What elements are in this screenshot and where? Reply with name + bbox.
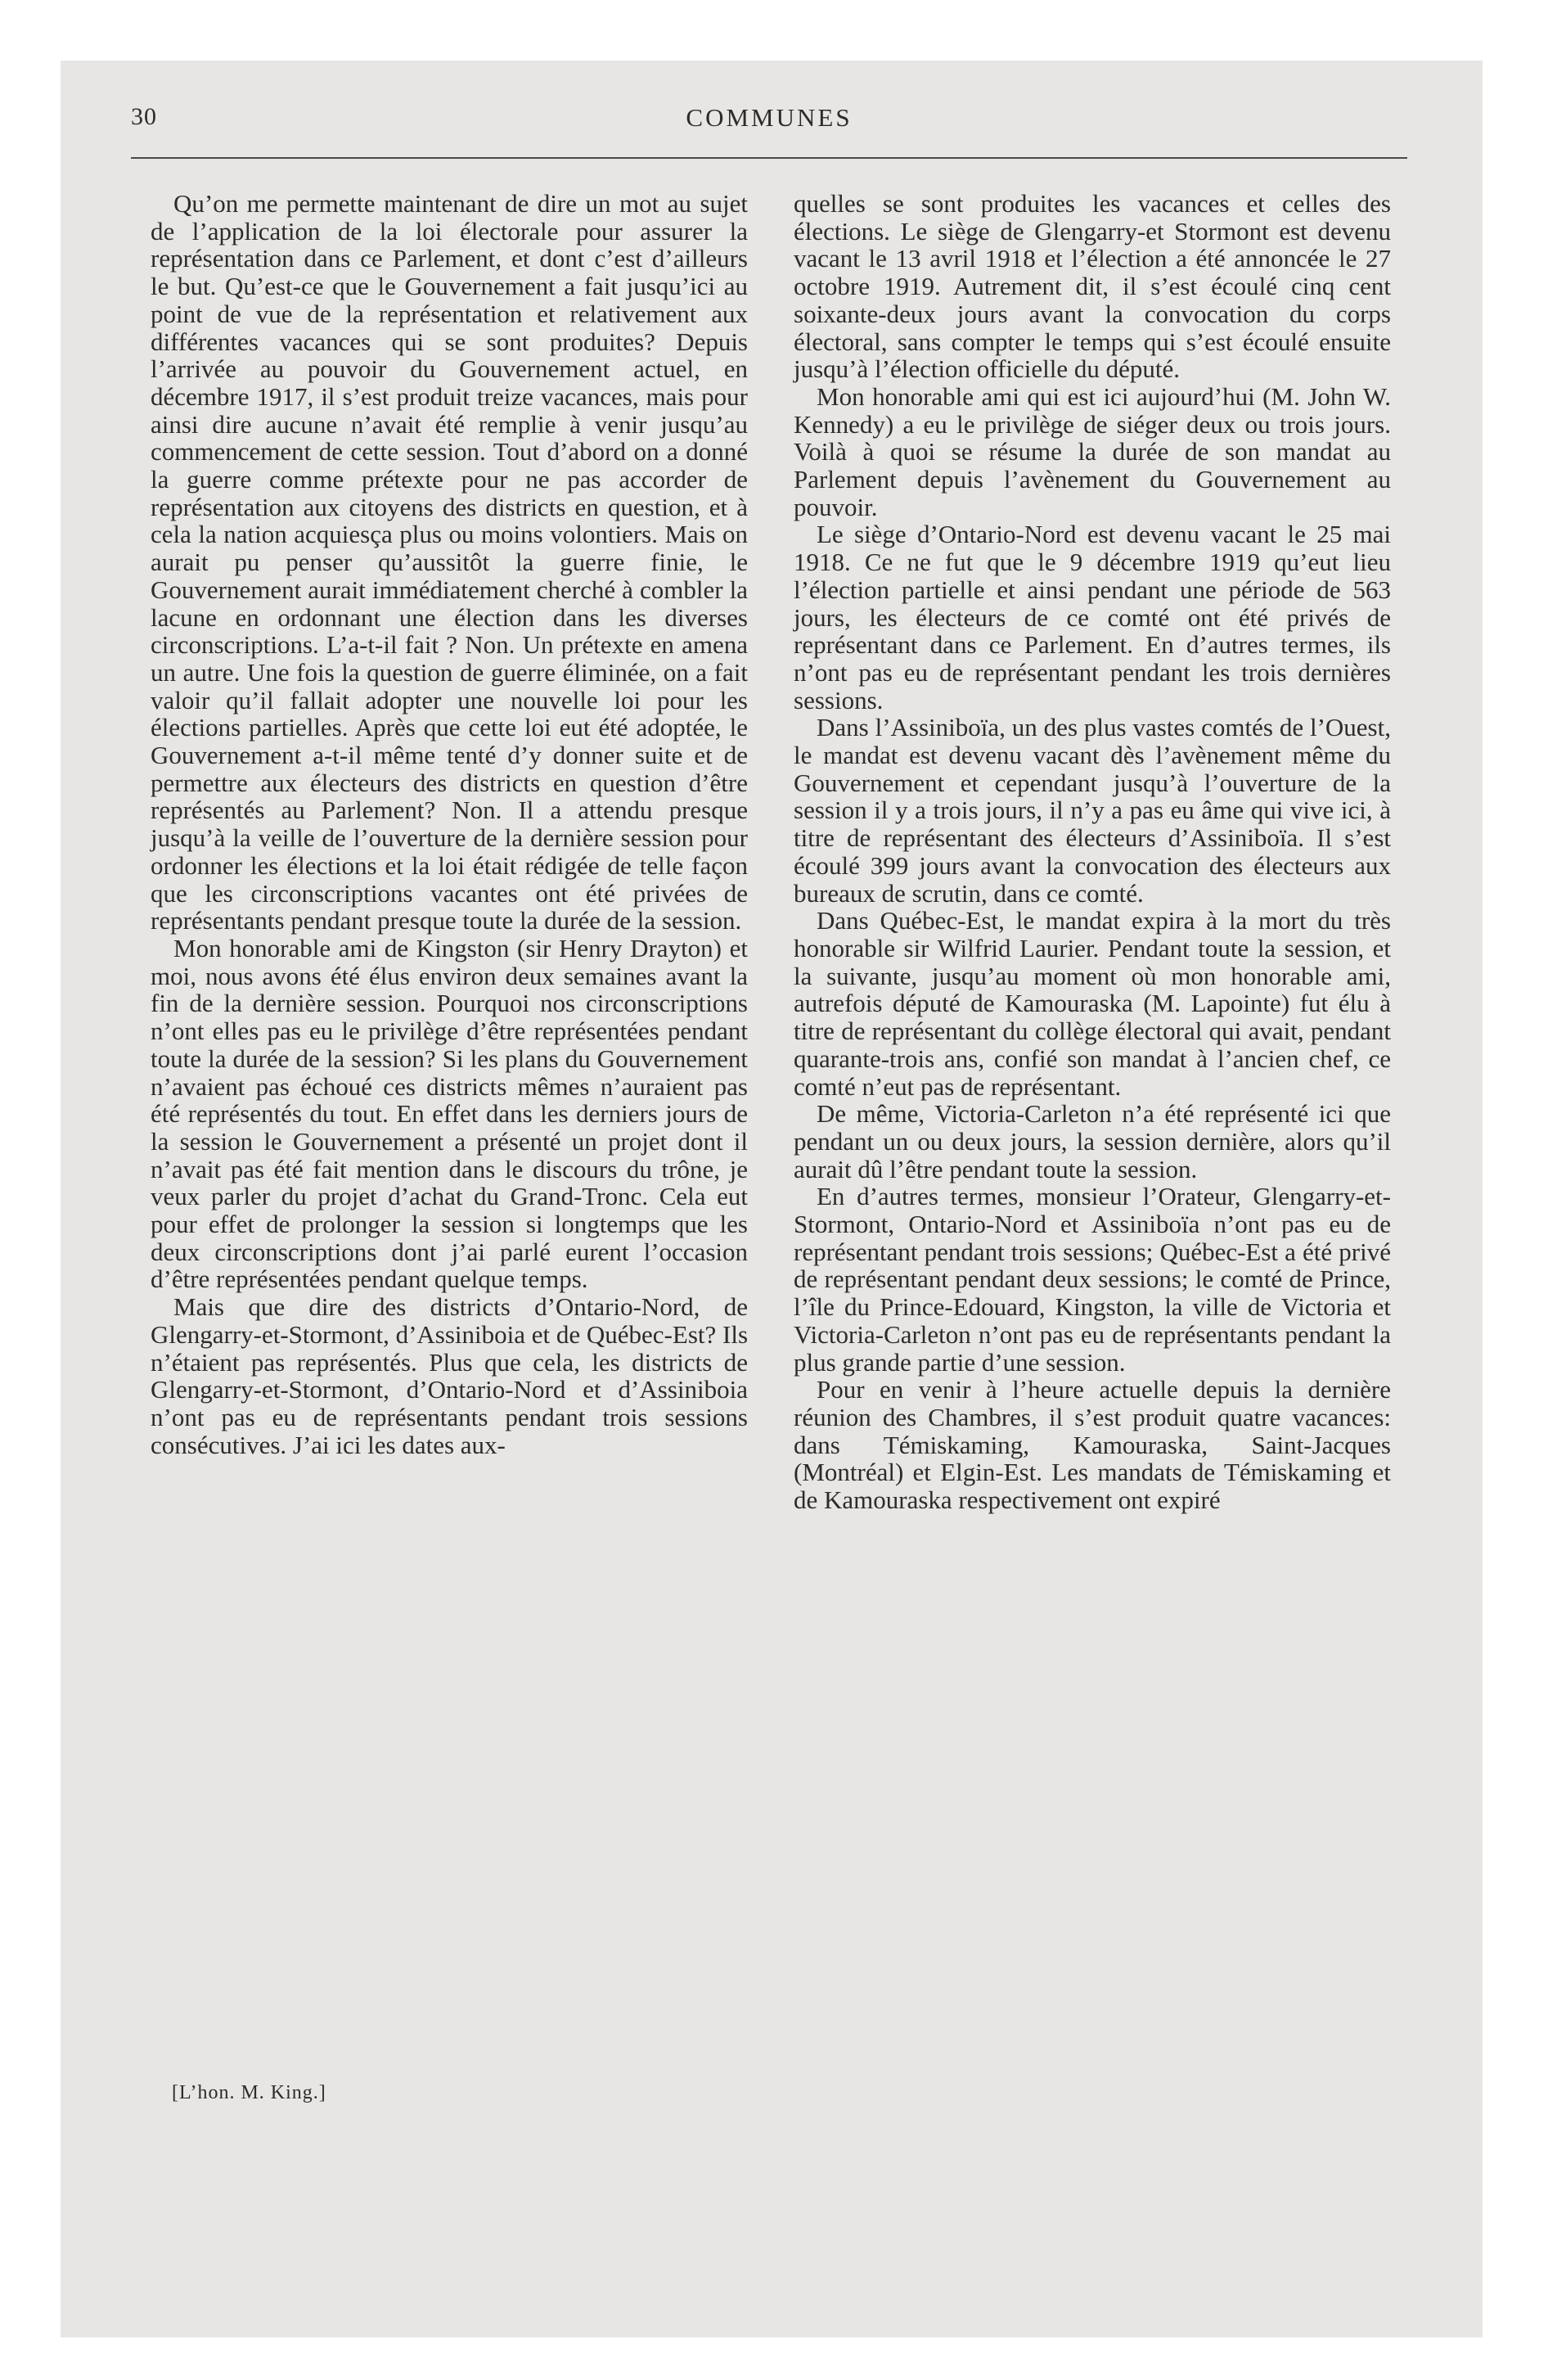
page-header	[131, 98, 1407, 147]
paragraph: Mon honorable ami de Kingston (sir Henry Drayton) et moi, nous avons été élus environ deux semaines avant la fin de la dernière session. Pourquoi nos circonscriptions n’ont elles pas eu le privilège d’être représentées pendant toute la durée de la session? Si les plans du Gouvernement n’avaient pas échoué ces districts mêmes n’auraient pas été représentés du tout. En effet dans les derniers jours de la session le Gouvernement a présenté un projet dont il n’avait pas été fait mention dans le discours du trône, je veux parler du projet d’achat du Grand-Tronc. Cela eut pour effet de prolonger la session si longtemps que les deux circonscriptions dont j’ai parlé eurent l’occasion d’être représentées pendant quelque temps.	[151, 933, 748, 1294]
paragraph: De même, Victoria-Carleton n’a été représenté ici que pendant un ou deux jours, la session dernière, alors qu’il aurait dû l’être pendant toute la session.	[794, 1099, 1391, 1183]
header-rule	[131, 157, 1407, 159]
document-page	[131, 98, 1407, 2308]
paragraph: En d’autres termes, monsieur l’Orateur, Glengarry-et-Stormont, Ontario-Nord et Assiniboïa n’ont pas eu de représentant pendant trois sessions; Québec-Est a été privé de représentant pendant deux sessions; le comté de Prince, l’île du Prince-Edouard, Kingston, la ville de Victoria et Victoria-Carleton n’ont pas eu de représentants pendant la plus grande partie d’une session.	[794, 1182, 1391, 1377]
paragraph: Qu’on me permette maintenant de dire un mot au sujet de l’application de la loi électorale pour assurer la représentation dans ce Parlement, et dont c’est d’ailleurs le but. Qu’est-ce que le Gouvernement a fait jusqu’ici au point de vue de la représentation et relativement aux différentes vacances qui se sont produites? Depuis l’arrivée au pouvoir du Gouvernement actuel, en décembre 1917, il s’est produit treize vacances, mais pour ainsi dire aucune n’avait été remplie à venir jusqu’au commencement de cette session. Tout d’abord on a donné la guerre comme prétexte pour ne pas accorder de représentation aux citoyens des districts en question, et à cela la nation acquiesça plus ou moins volontiers. Mais on aurait pu penser qu’aussitôt la guerre finie, le Gouvernement aurait immédiatement cherché à combler la lacune en ordonnant une élection dans les diverses circonscriptions. L’a-t-il fait ? Non. Un prétexte en amena un autre. Une fois la question de guerre éliminée, on a fait valoir qu’il fallait adopter une nouvelle loi pour les élections partielles. Après que cette loi eut été adoptée, le Gouvernement a-t-il même tenté d’y donner suite et de permettre aux électeurs des districts en question d’être représentés au Parlement? Non. Il a attendu presque jusqu’à la veille de l’ouverture de la dernière session pour ordonner les élections et la loi était rédigée de telle façon que les circonscriptions vacantes ont été privées de représentants pendant presque toute la durée de la session.	[151, 189, 748, 935]
paragraph: Dans Québec-Est, le mandat expira à la mort du très honorable sir Wilfrid Laurier. Pendant toute la session, et la suivante, jusqu’au moment où mon honorable ami, autrefois député de Kamouraska (M. Lapointe) fut élu à titre de représentant du collège électoral qui avait, pendant quarante-trois ans, confié son mandat à l’ancien chef, ce comté n’eut pas de représentant.	[794, 906, 1391, 1101]
speaker-reference: [L’hon. M. King.]	[172, 2082, 326, 2103]
left-column	[151, 190, 748, 1458]
right-column	[794, 190, 1391, 1514]
page-number: 30	[131, 103, 157, 130]
paragraph: Mon honorable ami qui est ici aujourd’hui (M. John W. Kennedy) a eu le privilège de siéger deux ou trois jours. Voilà à quoi se résume la durée de son mandat au Parlement depuis l’avènement du Gouvernement au pouvoir.	[794, 381, 1391, 521]
paragraph: quelles se sont produites les vacances et celles des élections. Le siège de Glengarry-et Stormont est devenu vacant le 13 avril 1918 et l’élection a été annoncée le 27 octobre 1919. Autrement dit, il s’est écoulé cinq cent soixante-deux jours avant la convocation du corps électoral, sans compter le temps qui s’est écoulé ensuite jusqu’à l’élection officielle du député.	[794, 189, 1391, 384]
paragraph: Le siège d’Ontario-Nord est devenu vacant le 25 mai 1918. Ce ne fut que le 9 décembre 1919 qu’eut lieu l’élection partielle et ainsi pendant une période de 563 jours, les électeurs de ce comté ont été privés de représentant dans ce Parlement. En d’autres termes, ils n’ont pas eu de représentant pendant les trois dernières sessions.	[794, 520, 1391, 714]
paragraph: Pour en venir à l’heure actuelle depuis la dernière réunion des Chambres, il s’est produit quatre vacances: dans Témiskaming, Kamouraska, Saint-Jacques (Montréal) et Elgin-Est. Les mandats de Témiskaming et de Kamouraska respectivement ont expiré	[794, 1375, 1391, 1515]
paragraph: Mais que dire des districts d’Ontario-Nord, de Glengarry-et-Stormont, d’Assiniboia et de Québec-Est? Ils n’étaient pas représentés. Plus que cela, les districts de Glengarry-et-Stormont, d’Ontario-Nord et d’Assiniboia n’ont pas eu de représentants pendant trois sessions consécutives. J’ai ici les dates aux-	[151, 1292, 749, 1459]
running-head: COMMUNES	[686, 103, 853, 132]
paragraph: Dans l’Assiniboïa, un des plus vastes comtés de l’Ouest, le mandat est devenu vacant dès l’avènement même du Gouvernement et cependant jusqu’à l’ouverture de la session il y a trois jours, il n’y a pas eu âme qui vive ici, à titre de représentant des électeurs d’Assiniboïa. Il s’est écoulé 399 jours avant la convocation des électeurs aux bureaux de scrutin, dans ce comté.	[794, 713, 1391, 908]
